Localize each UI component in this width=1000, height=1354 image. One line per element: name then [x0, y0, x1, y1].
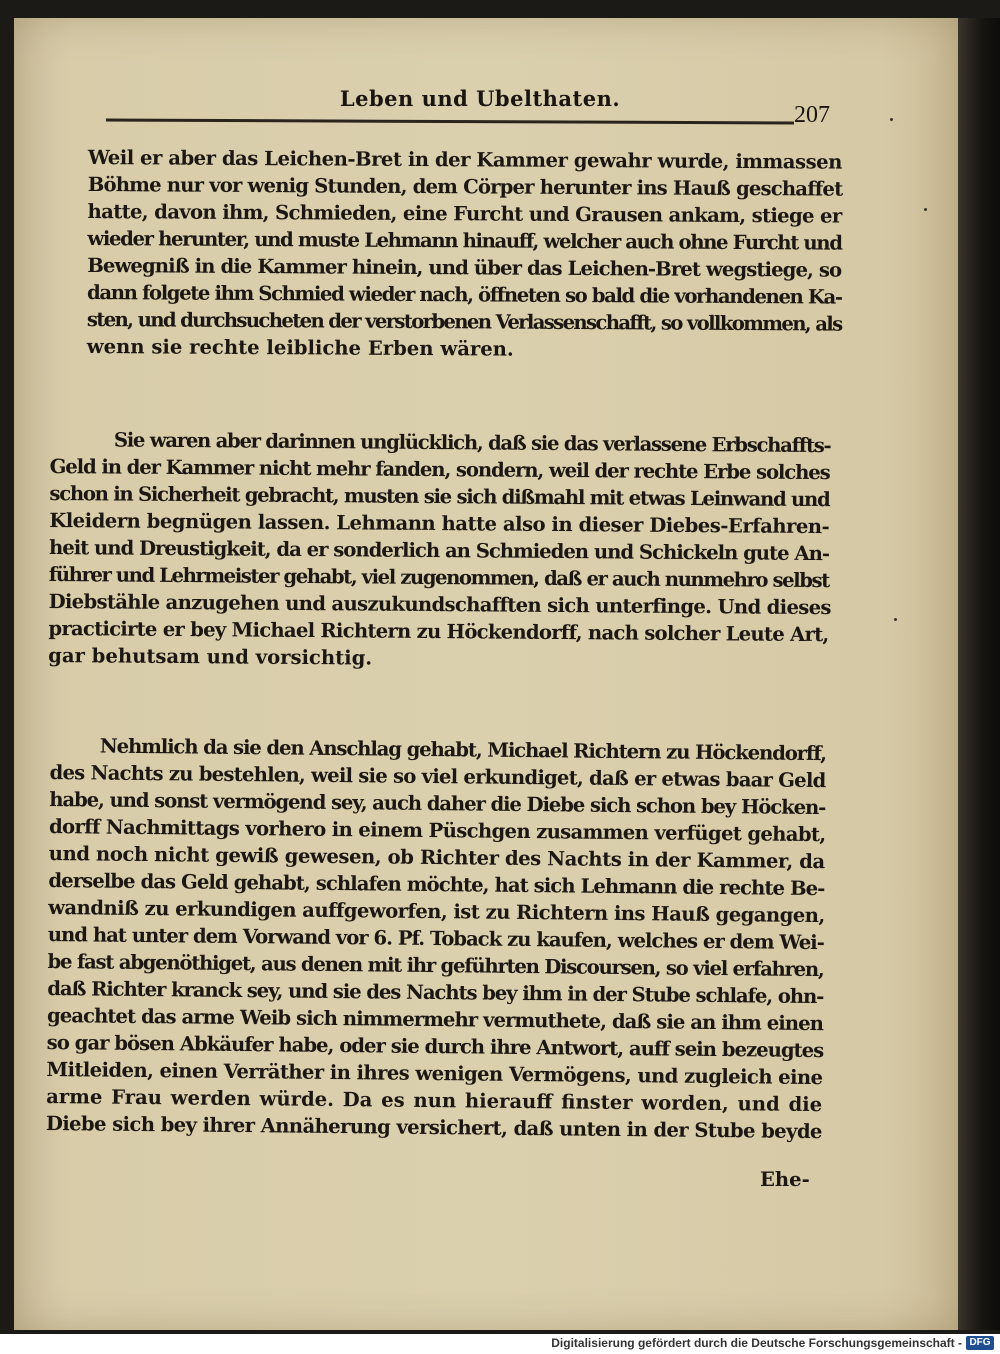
text-line: Sie waren aber darinnen unglücklich, daß sie das verlassene Erbschaffts- [113, 428, 831, 458]
text-line: dorff Nachmittags vorhero in einem Püschgen zusammen verfüget gehabt, [48, 814, 826, 847]
page-number: 207 [794, 102, 830, 128]
text-line: und noch nicht gewiß gewesen, ob Richter des Nachts in der Kammer, da [48, 841, 825, 874]
funding-notice: Digitalisierung gefördert durch die Deutsche Forschungsgemeinschaft - [551, 1336, 962, 1350]
text-line: practicirte er bey Michael Richtern zu Höckendorff, nach solcher Leute Art, [48, 616, 829, 647]
text-line: wandniß zu erkundigen auffgeworfen, ist zu Richtern ins Hauß gegangen, [48, 895, 825, 928]
paragraph-3 [46, 732, 826, 1145]
stain-mark [924, 208, 927, 211]
paragraph-2 [48, 426, 830, 675]
page-binding-edge [958, 18, 1000, 1330]
text-line: derselbe das Geld gehabt, schlafen möchte, hat sich Lehmann die rechte Be- [48, 868, 825, 901]
text-line: habe, und sonst vermögend sey, auch daher die Diebe sich schon bey Höcken- [49, 787, 826, 820]
text-line: Geld in der Kammer nicht mehr fanden, sondern, weil der rechte Erbe solches [49, 454, 830, 485]
text-line: daß Richter kranck sey, und sie des Nachts bey ihm in der Stube schlafe, ohn- [47, 976, 824, 1009]
text-line: und hat unter dem Vorwand vor 6. Pf. Toback zu kaufen, welches er dem Wei- [47, 922, 824, 955]
stain-mark [890, 118, 893, 121]
text-line: Diebstähle anzugehen und auszukundschafften sich unterfinge. Und dieses [48, 589, 831, 620]
text-line: Weil er aber das Leichen-Bret in der Kammer gewahr wurde, immassen [87, 145, 842, 174]
text-line: wenn sie rechte leibliche Erben wären. [86, 334, 514, 361]
text-line: führer und Lehrmeister gehabt, viel zugenommen, daß er auch nunmehro selbst [48, 562, 829, 593]
text-line: schon in Sicherheit gebracht, musten sie sich dißmahl mit etwas Leinwand und [49, 481, 830, 512]
text-line: heit und Dreustigkeit, da er sonderlich an Schmieden und Schickeln gute An- [48, 535, 830, 566]
text-line: Diebe sich bey ihrer Annäherung versichert, daß unten in der Stube beyde [45, 1111, 822, 1144]
text-line: gar behutsam und vorsichtig. [48, 643, 373, 670]
running-head: Leben und Ubelthaten. [339, 86, 621, 111]
text-line: arme Frau werden würde. Da es nun hierauff finster worden, und die [46, 1084, 823, 1117]
catchword: Ehe- [760, 1168, 810, 1191]
dfg-logo: DFG [966, 1336, 994, 1350]
text-line: wieder herunter, und muste Lehmann hinauff, welcher auch ohne Furcht und [87, 226, 842, 255]
text-line: Kleidern begnügen lassen. Lehmann hatte also in dieser Diebes-Erfahren- [49, 508, 830, 539]
text-line: Bewegniß in die Kammer hinein, und über das Leichen-Bret wegstiege, so [87, 253, 842, 282]
text-line: geachtet das arme Weib sich nimmermehr vermuthete, daß sie an ihm einen [46, 1003, 824, 1036]
text-line: dann folgete ihm Schmied wieder nach, öffneten so bald die vorhandenen Ka- [87, 280, 842, 309]
paragraph-1 [87, 144, 842, 365]
text-line: des Nachts zu bestehlen, weil sie so viel erkundiget, daß er etwas baar Geld [49, 760, 826, 793]
text-line: Böhme nur vor wenig Stunden, dem Cörper herunter ins Hauß geschaffet [87, 172, 843, 201]
footer-bar [0, 1334, 1000, 1354]
text-line: so gar bösen Abkäufer habe, oder sie durch ihre Antwort, auff sein bezeugtes [46, 1030, 824, 1063]
text-line: Nehmlich da sie den Anschlag gehabt, Michael Richtern zu Höckendorff, [99, 734, 827, 766]
text-line: Mitleiden, einen Verräther in ihres wenigen Vermögens, und zugleich eine [46, 1057, 823, 1090]
text-line: be fast abgenöthiget, aus denen mit ihr geführten Discoursen, so viel erfahren, [47, 949, 824, 982]
stain-mark [894, 618, 897, 621]
text-line: sten, und durchsucheten der verstorbenen Verlassenschafft, so vollkommen, als [86, 307, 842, 336]
text-line: hatte, davon ihm, Schmieden, eine Furcht und Grausen ankam, stiege er [87, 199, 842, 228]
